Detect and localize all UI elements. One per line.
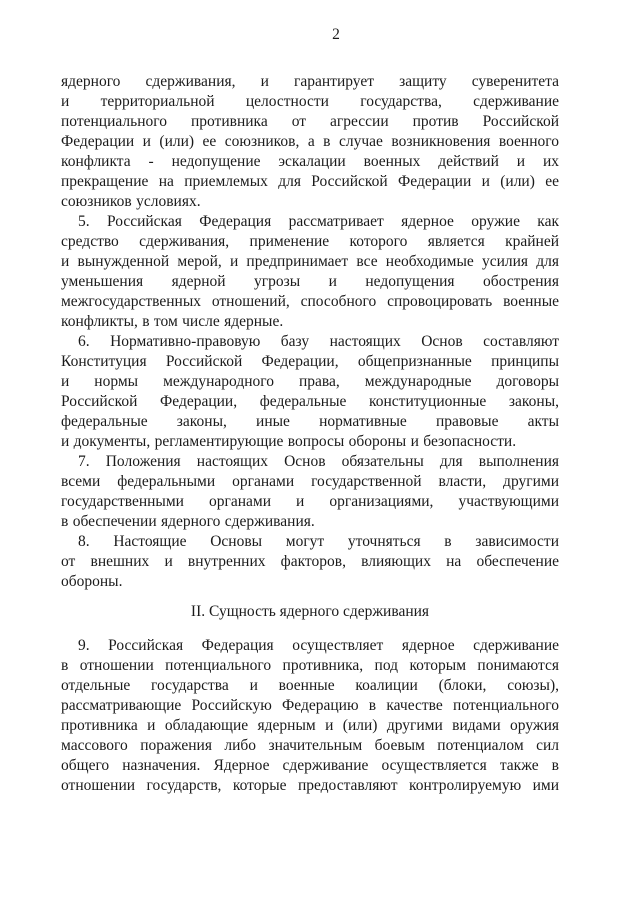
- text-line: в обеспечении ядерного сдерживания.: [61, 513, 315, 530]
- text-line: 9. Российская Федерация осуществляет ядерное сдерживание: [78, 637, 559, 654]
- paragraph-8: [61, 532, 559, 592]
- text-line: конфликта - недопущение эскалации военных действий и их: [61, 153, 559, 170]
- text-line: и нормы международного права, международные договоры: [61, 373, 559, 390]
- text-line: потенциального противника от агрессии против Российской: [61, 113, 559, 130]
- text-line: Федерации и (или) ее союзников, а в случае возникновения военного: [61, 133, 559, 150]
- text-line: 6. Нормативно-правовую базу настоящих Основ составляют: [78, 333, 559, 350]
- paragraph-6: [61, 332, 559, 452]
- text-line: рассматривающие Российскую Федерацию в качестве потенциального: [61, 697, 559, 714]
- text-line: 7. Положения настоящих Основ обязательны для выполнения: [78, 453, 559, 470]
- text-line: и документы, регламентирующие вопросы обороны и безопасности.: [61, 433, 517, 450]
- paragraph-9: [61, 636, 559, 796]
- paragraph-intro-continuation: [61, 72, 559, 212]
- paragraph-5: [61, 212, 559, 332]
- text-line: Конституция Российской Федерации, общепризнанные принципы: [61, 353, 559, 370]
- text-line: всеми федеральными органами государственной власти, другими: [61, 473, 559, 490]
- text-line: обороны.: [61, 573, 123, 590]
- document-body: [61, 72, 559, 796]
- text-line: федеральные законы, иные нормативные правовые акты: [61, 413, 559, 430]
- text-line: в отношении потенциального противника, под которым понимаются: [61, 657, 559, 674]
- spacer: [61, 592, 559, 602]
- paragraph-7: [61, 452, 559, 532]
- text-line: отдельные государства и военные коалиции (блоки, союзы),: [61, 677, 559, 694]
- text-line: от внешних и внутренних факторов, влияющих на обеспечение: [61, 553, 559, 570]
- spacer: [61, 622, 559, 636]
- text-line: конфликты, в том числе ядерные.: [61, 313, 284, 330]
- text-line: и территориальной целостности государства, сдерживание: [61, 93, 559, 110]
- text-line: государственными органами и организациями, участвующими: [61, 493, 559, 510]
- text-line: союзников условиях.: [61, 193, 201, 210]
- text-line: прекращение на приемлемых для Российской Федерации и (или) ее: [61, 173, 559, 190]
- text-line: массового поражения либо значительным боевым потенциалом сил: [61, 737, 559, 754]
- text-line: 5. Российская Федерация рассматривает ядерное оружие как: [78, 213, 559, 230]
- text-line: средство сдерживания, применение которого является крайней: [61, 233, 559, 250]
- section-heading: II. Сущность ядерного сдерживания: [190, 603, 430, 620]
- text-line: уменьшения ядерной угрозы и недопущения обострения: [61, 273, 559, 290]
- text-line: Российской Федерации, федеральные конституционные законы,: [61, 393, 559, 410]
- text-line: и вынужденной мерой, и предпринимает все необходимые усилия для: [61, 253, 559, 270]
- text-line: общего назначения. Ядерное сдерживание осуществляется также в: [61, 757, 559, 774]
- text-line: межгосударственных отношений, способного спровоцировать военные: [61, 293, 559, 310]
- page-number: 2: [332, 26, 340, 43]
- text-line: 8. Настоящие Основы могут уточняться в зависимости: [78, 533, 559, 550]
- text-line: противника и обладающие ядерным и (или) другими видами оружия: [61, 717, 559, 734]
- text-line: отношении государств, которые предоставляют контролируемую ими: [61, 777, 559, 794]
- text-line: ядерного сдерживания, и гарантирует защиту суверенитета: [61, 73, 559, 90]
